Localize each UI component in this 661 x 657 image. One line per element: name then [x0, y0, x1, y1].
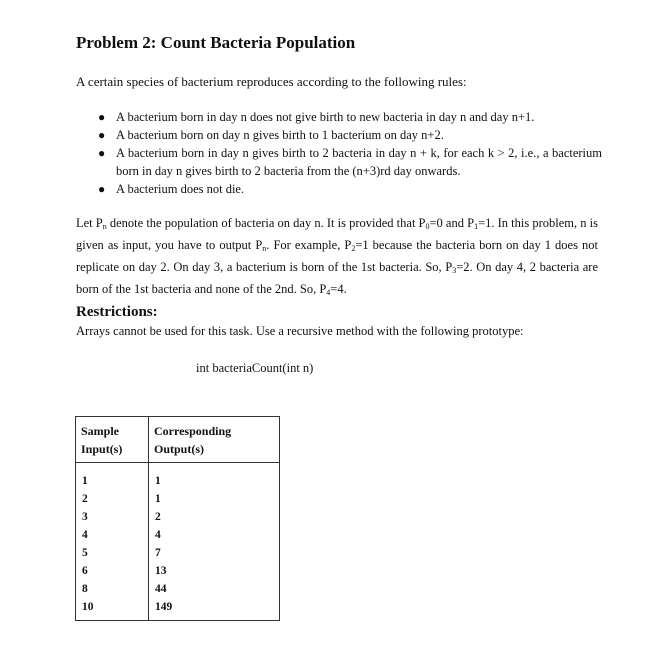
subscript: n — [262, 244, 267, 253]
output-value: 149 — [155, 601, 173, 613]
para-text: =0 and P — [429, 216, 475, 230]
input-value: 8 — [82, 583, 88, 595]
output-values-cell — [149, 463, 280, 621]
table-header-row — [76, 417, 280, 463]
header-text: Corresponding — [154, 424, 232, 438]
output-column-header — [149, 417, 280, 463]
output-value: 4 — [155, 529, 161, 541]
output-value: 1 — [155, 475, 161, 487]
output-value: 1 — [155, 493, 161, 505]
rule-item — [98, 126, 602, 144]
subscript: 1 — [474, 222, 479, 231]
header-text: Sample — [81, 424, 120, 438]
input-value: 10 — [82, 601, 94, 613]
input-value: 3 — [82, 511, 88, 523]
para-text: =1. In this problem, n is given as input, you have to output P — [76, 216, 598, 252]
output-value: 13 — [155, 565, 167, 577]
para-text: =2. On day 4, 2 bacteria are born of the 1st bacteria and none of the 2nd. So, P — [76, 260, 598, 296]
rule-text: A bacterium born in day n gives birth to 2 bacteria in day n + k, for each k > 2, i.e., a bacterium born in day n gives birth to 2 bacteria from the (n+3)rd day onwards. — [116, 146, 602, 178]
intro-text: A certain species of bacterium reproduces according to the following rules: — [76, 74, 467, 89]
subscript: 4 — [326, 288, 331, 297]
subscript: 3 — [452, 266, 457, 275]
para-text: =1 because the bacteria born on day 1 does not replicate on day 2. On day 3, a bacterium is born of the 1st bacteria. So, P — [76, 238, 598, 274]
para-text: =4. — [330, 282, 347, 296]
para-text: denote the population of bacteria on day n. It is provided that P — [106, 216, 426, 230]
output-value: 2 — [155, 511, 161, 523]
population-definition-paragraph — [76, 214, 598, 302]
input-value: 1 — [82, 475, 88, 487]
restrictions-text: Arrays cannot be used for this task. Use a recursive method with the following prototype: — [76, 324, 524, 338]
input-value: 4 — [82, 529, 88, 541]
bullet-icon: ● — [98, 146, 106, 160]
input-values-cell — [76, 463, 149, 621]
para-text: Let P — [76, 216, 103, 230]
rule-text: A bacterium born on day n gives birth to 1 bacterium on day n+2. — [116, 128, 444, 142]
restrictions-heading: Restrictions: — [76, 304, 158, 320]
bullet-icon: ● — [98, 128, 106, 142]
rule-item — [98, 180, 602, 198]
method-prototype: int bacteriaCount(int n) — [196, 361, 314, 375]
rules-list — [98, 108, 602, 198]
problem-title: Problem 2: Count Bacteria Population — [76, 33, 356, 52]
input-value: 2 — [82, 493, 88, 505]
subscript: n — [102, 222, 107, 231]
rule-text: A bacterium born in day n does not give birth to new bacteria in day n and day n+1. — [116, 110, 535, 124]
bullet-icon: ● — [98, 110, 106, 124]
subscript: 2 — [351, 244, 356, 253]
header-text: Output(s) — [154, 442, 205, 456]
rule-item — [98, 144, 602, 180]
subscript: 0 — [425, 222, 430, 231]
para-text: . For example, P — [266, 238, 352, 252]
bullet-icon: ● — [98, 182, 106, 196]
input-value: 6 — [82, 565, 88, 577]
table-row — [76, 463, 280, 621]
rule-text: A bacterium does not die. — [116, 182, 245, 196]
output-value: 7 — [155, 547, 161, 559]
output-value: 44 — [155, 583, 167, 595]
input-column-header — [76, 417, 149, 463]
header-text: Input(s) — [81, 442, 123, 456]
input-value: 5 — [82, 547, 88, 559]
sample-table — [75, 416, 280, 621]
rule-item — [98, 108, 602, 126]
